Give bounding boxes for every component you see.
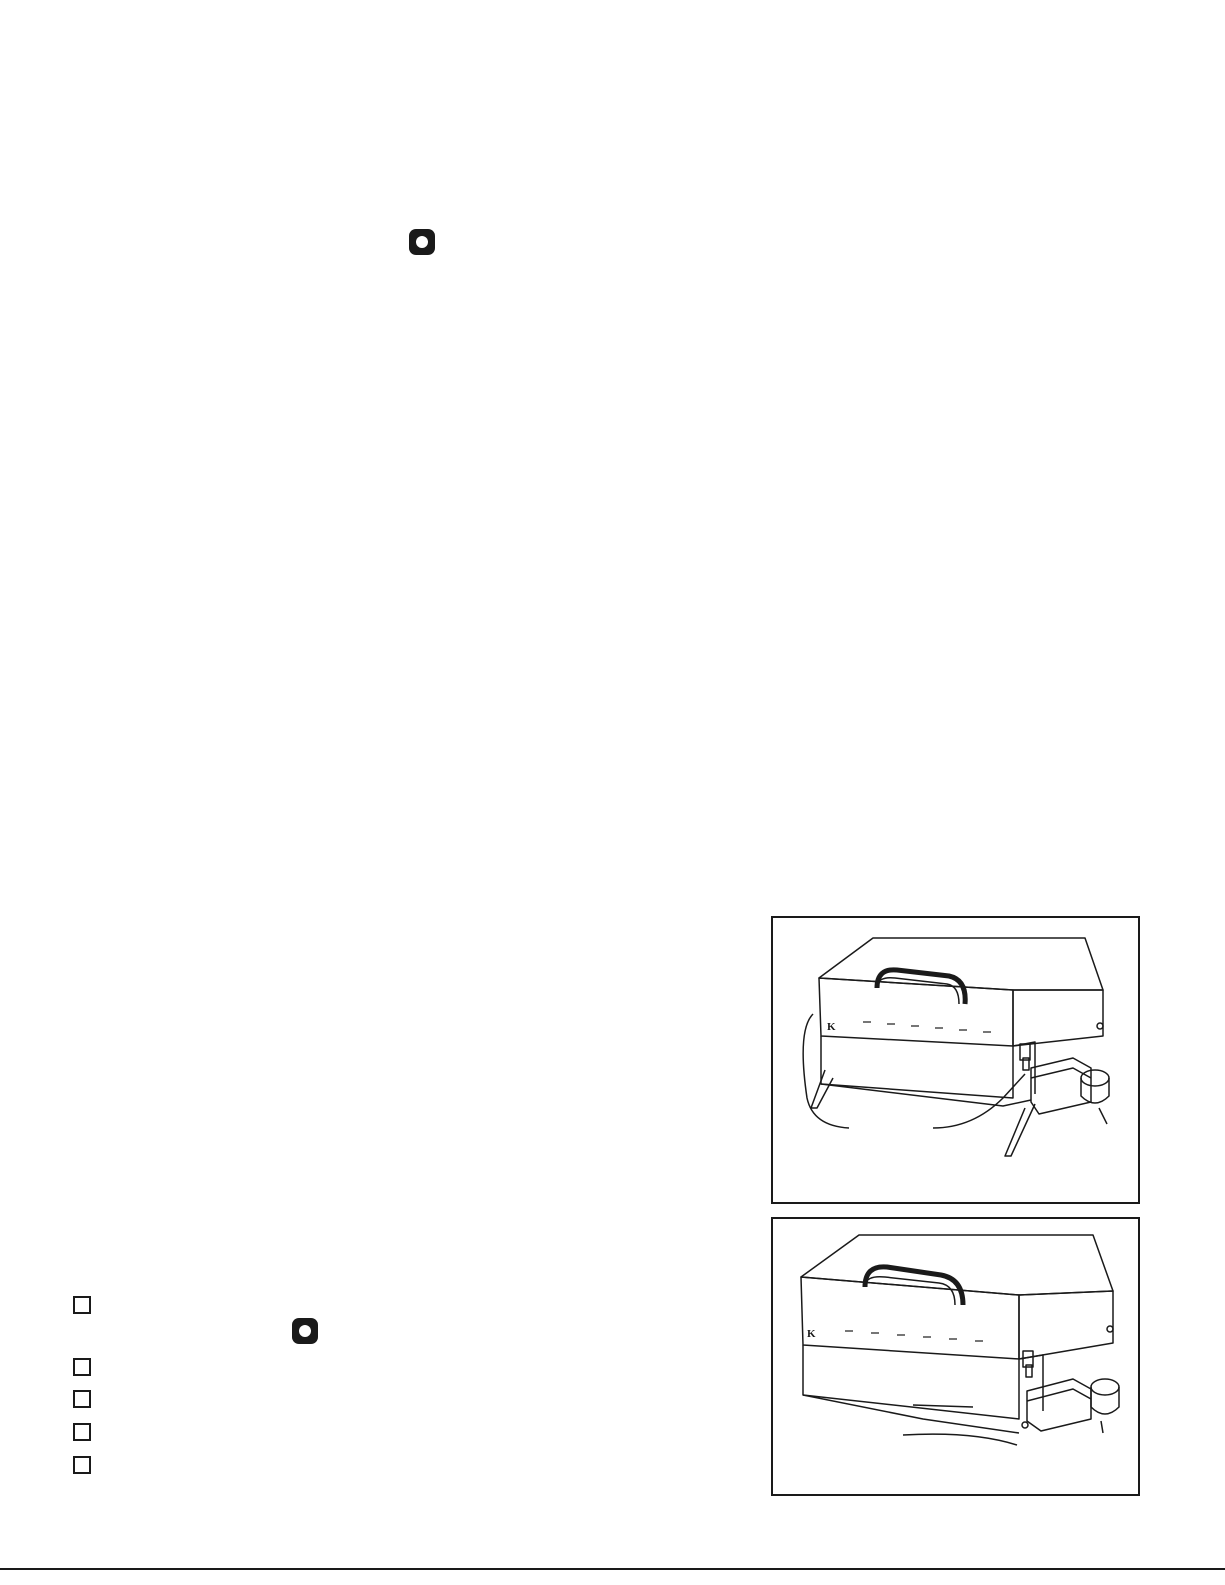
checkbox-icon[interactable] (73, 1456, 91, 1474)
figure-grill-legs-folded (771, 1217, 1140, 1496)
grill-illustration-icon (773, 1219, 1138, 1494)
figure-grill-legs-open (771, 916, 1140, 1204)
svg-text:K: K (807, 1328, 816, 1340)
checkbox-icon[interactable] (73, 1358, 91, 1376)
checkbox-icon[interactable] (73, 1296, 91, 1314)
footer-rule (0, 1568, 1225, 1570)
checkbox-icon[interactable] (73, 1390, 91, 1408)
svg-text:K: K (827, 1021, 836, 1033)
step-marker-icon (409, 229, 435, 255)
checkbox-icon[interactable] (73, 1423, 91, 1441)
grill-illustration-icon (773, 918, 1138, 1202)
step-marker-icon (292, 1318, 318, 1344)
